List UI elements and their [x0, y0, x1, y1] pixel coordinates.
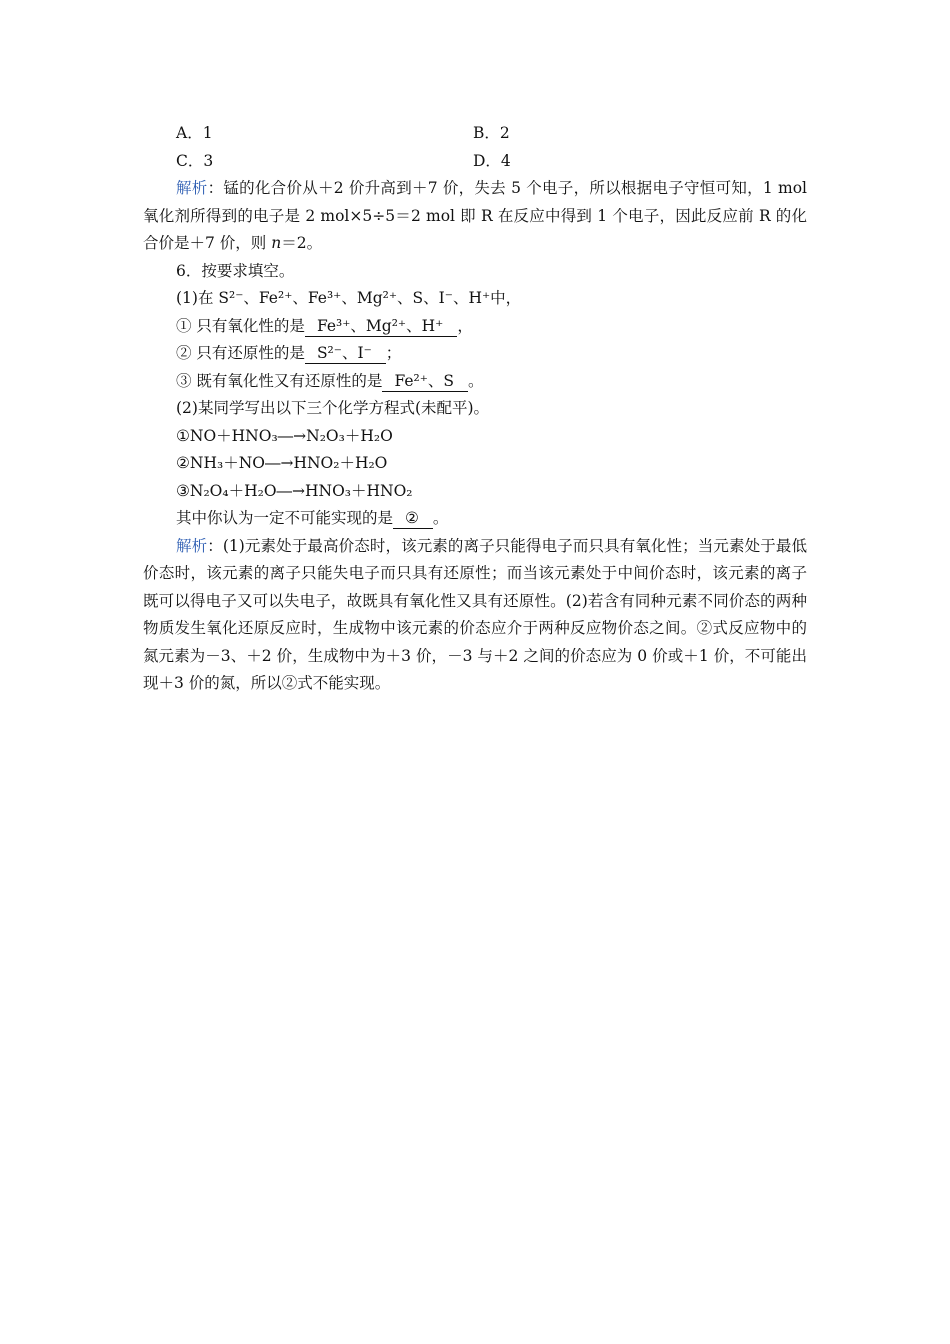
- analysis-paragraph-2: [143, 533, 807, 698]
- answer-blank-4[interactable]: ②: [393, 508, 433, 529]
- options-row-2: [143, 148, 807, 176]
- answer-blank-1[interactable]: Fe³⁺、Mg²⁺、H⁺: [305, 316, 457, 337]
- ion-list: S²⁻、Fe²⁺、Fe³⁺、Mg²⁺、S、I⁻、H⁺: [218, 289, 491, 307]
- sub-question-3: [143, 368, 807, 396]
- sub-question-1-suffix: ，: [457, 316, 473, 335]
- sub-question-1-prefix: ① 只有氧化性的是: [176, 316, 305, 335]
- conclusion-suffix: 。: [432, 509, 449, 527]
- part-1-prefix: (1)在: [176, 289, 219, 307]
- option-b[interactable]: B．2: [473, 124, 510, 142]
- conclusion-line: [143, 505, 807, 533]
- conclusion-prefix: 其中你认为一定不可能实现的是: [176, 509, 394, 527]
- question-6-title: 6．按要求填空。: [176, 261, 295, 280]
- equation-2: ②NH₃＋NO―→HNO₂＋H₂O: [176, 454, 388, 472]
- option-c[interactable]: C．3: [176, 151, 214, 170]
- options-row-1: [143, 120, 807, 148]
- document-page: [143, 120, 807, 698]
- analysis-label-2: 解析: [176, 536, 208, 555]
- equation-1: ①NO＋HNO₃―→N₂O₃＋H₂O: [176, 426, 393, 445]
- option-a[interactable]: A．1: [176, 124, 213, 142]
- sub-question-2-suffix: ；: [385, 344, 402, 362]
- sub-question-2-prefix: ② 只有还原性的是: [176, 344, 305, 362]
- sub-question-2: [143, 340, 807, 368]
- sub-question-1: [143, 313, 807, 341]
- question-6-part-2: (2)某同学写出以下三个化学方程式(未配平)。: [176, 399, 490, 417]
- equation-3: ③N₂O₄＋H₂O―→HNO₃＋HNO₂: [176, 481, 413, 500]
- analysis-paragraph-1: [143, 175, 807, 258]
- analysis-text-2: ：(1)元素处于最高价态时，该元素的离子只能得电子而只具有氧化性；当元素处于最低价态时，该元素的离子只能失电子而只具有还原性；而当该元素处于中间价态时，该元素的离子既可以得电子又可以失电子，故既具有氧化性又具有还原性。(2)若含有同种元素不同价态的两种物质发生氧化还原反应时，生成物中该元素的价态应介于两种反应物价态之间。②式反应物中的氮元素为－3、＋2 价，生成物中为＋3 价，－3 与＋2 之间的价态应为 0 价或＋1 价，不可能出现＋3 价的氮，所以②式不能实现。: [143, 536, 807, 692]
- sub-question-3-suffix: 。: [468, 371, 484, 390]
- answer-blank-3[interactable]: Fe²⁺、S: [382, 371, 468, 392]
- part-1-suffix: 中，: [490, 289, 522, 307]
- variable-n: n: [271, 234, 282, 252]
- answer-blank-2[interactable]: S²⁻、I⁻: [305, 343, 386, 364]
- analysis-label: 解析: [176, 179, 208, 197]
- option-d[interactable]: D．4: [473, 151, 511, 170]
- analysis-text-1b: ＝2。: [281, 234, 323, 252]
- sub-question-3-prefix: ③ 既有氧化性又有还原性的是: [176, 371, 383, 390]
- analysis-text-1a: ：锰的化合价从＋2 价升高到＋7 价，失去 5 个电子，所以根据电子守恒可知，1 mol 氧化剂所得到的电子是 2 mol×5÷5＝2 mol 即 R 在反应中得到 1 个电子，因此反应前 R 的化合价是＋7 价，则: [143, 179, 807, 252]
- question-6-part-1: [143, 285, 807, 313]
